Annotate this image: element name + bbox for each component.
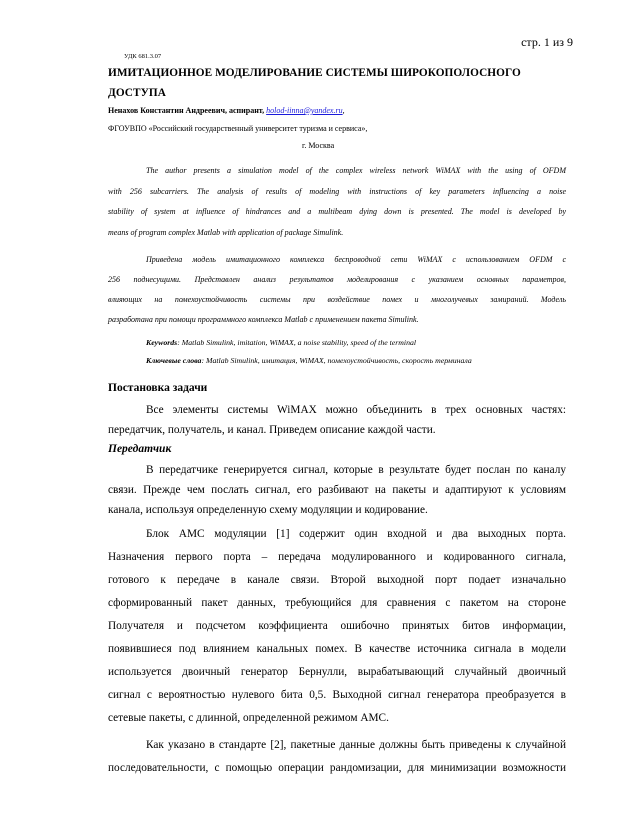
abstract-ru-line: разработана при помощи программного комплекса Matlab с применением пакета Simulink. (108, 315, 419, 324)
author-email-suffix: , (342, 106, 345, 115)
keywords-ru-label: Ключевые слова (146, 356, 202, 365)
page-counter: стр. 1 из 9 (521, 35, 573, 49)
paper-title-line-1: ИМИТАЦИОННОЕ МОДЕЛИРОВАНИЕ СИСТЕМЫ ШИРОКОПОЛОСНОГО (108, 67, 521, 79)
affiliation: ФГОУВПО «Российский государственный университет туризма и сервиса», (108, 124, 368, 133)
abstract-en-line: means of program complex Matlab with application of package Simulink. (108, 228, 344, 237)
keywords-en-text: : Matlab Simulink, imitation, WiMAX, a noise stability, speed of the terminal (177, 338, 417, 347)
body-line: передатчик, получатель, и канал. Приведем описание каждой части. (108, 424, 436, 436)
body-line: Назначения первого порта – передача модулированного и кодированного сигнала, (108, 551, 566, 563)
body-line: Получателя и подсчетом коэффициента ошибочно принятых битов информации, (108, 620, 566, 632)
city: г. Москва (302, 141, 335, 150)
body-line: последовательности, с помощью операции рандомизации, для минимизации возможности (108, 762, 566, 774)
body-line: сформированный пакет данных, требующийся для сравнения с пакетом на стороне (108, 597, 566, 609)
abstract-en-line: with 256 subcarriers. The analysis of results of modeling with instructions of key parameters influencing a noise (108, 187, 566, 196)
body-line: появившиеся под влиянием канальных помех. В качестве источника сигнала в модели (108, 643, 566, 655)
author-line (108, 106, 345, 115)
body-line: Все элементы системы WiMAX можно объединить в трех основных частях: (146, 404, 566, 416)
body-line: сигнал с вероятностью нулевого бита 0,5. Выходной сигнал генератора преобразуется в (108, 689, 566, 701)
keywords-en-label: Keywords (146, 338, 178, 347)
body-line: Как указано в стандарте [2], пакетные данные должны быть приведены к случайной (146, 739, 566, 751)
abstract-en-line: The author presents a simulation model of the complex wireless network WiMAX with the using of OFDM (146, 166, 566, 175)
body-line: Блок АМС модуляции [1] содержит один входной и два выходных порта. (146, 528, 566, 540)
keywords-ru-text: : Matlab Simulink, имитация, WiMAX, помехоустойчивость, скорость терминала (201, 356, 472, 365)
abstract-ru-line: 256 поднесущими. Представлен анализ результатов моделирования с указанием основных параметров, (108, 275, 566, 284)
keywords-ru (146, 356, 472, 365)
body-line: используется двоичный генератор Бернулли, вырабатывающий случайный двоичный (108, 666, 566, 678)
body-line: связи. Прежде чем послать сигнал, его разбивают на пакеты и адаптируют к условиям (108, 484, 566, 496)
paper-title-line-2: ДОСТУПА (108, 87, 166, 99)
abstract-ru-line: Приведена модель имитационного комплекса беспроводной сети WiMAX с использованием OFDM с (146, 255, 566, 264)
udk-code: УДК 681.3.07 (124, 53, 162, 60)
section-heading: Постановка задачи (108, 382, 208, 394)
keywords-en (146, 338, 416, 347)
abstract-ru-line: влияющих на помехоустойчивость системы при воздействие помех и многолучевых замираний. Модель (108, 295, 566, 304)
body-line: сетевые пакеты, с длинной, определенной режимом АМС. (108, 712, 389, 724)
author-email-link[interactable]: holod-iinna@yandex.ru (266, 106, 343, 115)
body-line: готового к передаче в канале связи. Второй выходной порт подает изначально (108, 574, 566, 586)
body-line: канала, используя определенную схему модуляции и кодирование. (108, 504, 428, 516)
abstract-en-line: stability of system at influence of hindrances and a multibeam dying down is presented. The model is developed by (108, 207, 566, 216)
body-line: В передатчике генерируется сигнал, которые в результате будет послан по каналу (146, 464, 566, 476)
subsection-heading: Передатчик (108, 443, 172, 455)
author-name: Ненахов Константин Андреевич, аспирант, (108, 106, 265, 115)
